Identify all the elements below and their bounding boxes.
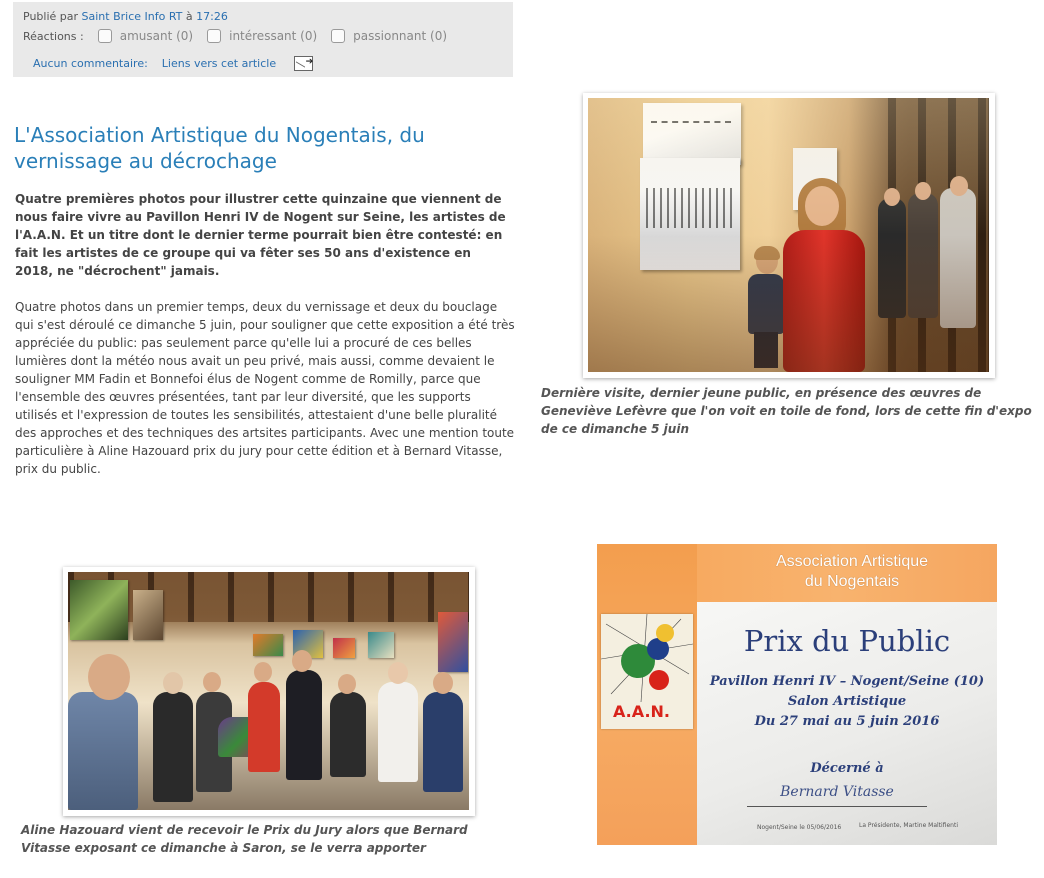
article-title[interactable]: L'Association Artistique du Nogentais, du vernissage au décrochage xyxy=(14,123,425,173)
reaction-checkbox[interactable] xyxy=(207,29,221,43)
certificate-association xyxy=(727,552,977,592)
post-footer xyxy=(13,2,513,77)
certificate-dates: Du 27 mai au 5 juin 2016 xyxy=(754,714,940,729)
email-post-icon[interactable] xyxy=(294,56,313,71)
prize-certificate[interactable] xyxy=(597,544,997,845)
reaction-label: amusant (0) xyxy=(119,29,194,43)
gallery-visit-caption: Dernière visite, dernier jeune public, en présence des œuvres de Geneviève Lefèvre que l'on voit en toile de fond, lors de cette fin d'expo de ce dimanche 5 juin xyxy=(541,386,1032,436)
post-links-row xyxy=(33,56,313,71)
reaction-label: passionnant (0) xyxy=(353,29,448,43)
reactions-label: Réactions : xyxy=(23,29,84,43)
reactions-row xyxy=(23,29,461,43)
ceremony-image xyxy=(68,572,469,810)
certificate-prize-title: Prix du Public xyxy=(743,624,951,658)
certificate-venue-block xyxy=(697,672,997,732)
published-by-label: Publié par xyxy=(23,10,79,23)
reaction-label: intéressant (0) xyxy=(229,29,318,43)
certificate-venue: Pavillon Henri IV – Nogent/Seine (10) xyxy=(709,674,985,689)
logo-text: A.A.N. xyxy=(613,702,670,721)
certificate-assoc-line1: Association Artistique xyxy=(775,553,929,570)
author-link[interactable]: Saint Brice Info RT xyxy=(81,10,183,23)
reaction-amusant[interactable] xyxy=(98,29,193,43)
post-time-link[interactable]: 17:26 xyxy=(196,10,228,23)
recipient-signature: Bernard Vitasse xyxy=(747,784,927,807)
post-byline xyxy=(23,10,228,23)
reaction-checkbox[interactable] xyxy=(98,29,112,43)
certificate-event: Salon Artistique xyxy=(787,694,907,709)
comments-link[interactable]: Aucun commentaire: xyxy=(33,57,148,70)
gallery-visit-photo[interactable] xyxy=(583,93,995,378)
ceiling-rafters xyxy=(68,572,469,622)
certificate-footer-right: La Présidente, Martine Maltifienti xyxy=(859,822,958,829)
at-label: à xyxy=(185,10,193,23)
backlinks-link[interactable]: Liens vers cet article xyxy=(161,57,277,70)
certificate-footer-left: Nogent/Seine le 05/06/2016 xyxy=(757,824,842,831)
certificate-assoc-line2: du Nogentais xyxy=(804,573,900,590)
reaction-interessant[interactable] xyxy=(207,29,317,43)
reaction-passionnant[interactable] xyxy=(331,29,447,43)
ceremony-photo[interactable] xyxy=(63,567,475,816)
article-lead: Quatre premières photos pour illustrer cette quinzaine que viennent de nous faire vivre au Pavillon Henri IV de Nogent sur Seine, les artistes de l'A.A.N. Et un titre dont le dernier terme pourrait bien être contesté: en fait les artistes de ce groupe qui va fêter ses 50 ans d'existence en 2018, ne "décrochent" jamais. xyxy=(15,192,506,278)
certificate-awarded-label: Décerné à xyxy=(810,761,884,776)
reaction-checkbox[interactable] xyxy=(331,29,345,43)
crowd xyxy=(68,652,469,810)
aan-logo xyxy=(601,614,693,729)
ceremony-caption: Aline Hazouard vient de recevoir le Prix du Jury alors que Bernard Vitasse exposant ce dimanche à Saron, se le verra apporter xyxy=(21,823,468,855)
article-body: Quatre photos dans un premier temps, deux du vernissage et deux du bouclage qui s'est déroulé ce dimanche 5 juin, pour souligner que cette exposition a été très appréciée du public: pas seulement parce qu'elle lui a procuré de ces belles lumières dont la météo nous avait un peu privé, mais aussi, comme devaient le souligner MM Fadin et Bonnefoi élus de Nogent comme de Romilly, parce que l'ensemble des œuvres présentées, tant par leur diversité, que les supports utilisés et l'expression de toutes les sensibilités, attestaient d'une belle pluralité des approches et des techniques des artsites participants. Avec une mention toute particulière à Aline Hazouard prix du jury pour cette édition et à Bernard Vitasse, prix du public. xyxy=(15,300,515,476)
gallery-visit-image xyxy=(588,98,989,372)
